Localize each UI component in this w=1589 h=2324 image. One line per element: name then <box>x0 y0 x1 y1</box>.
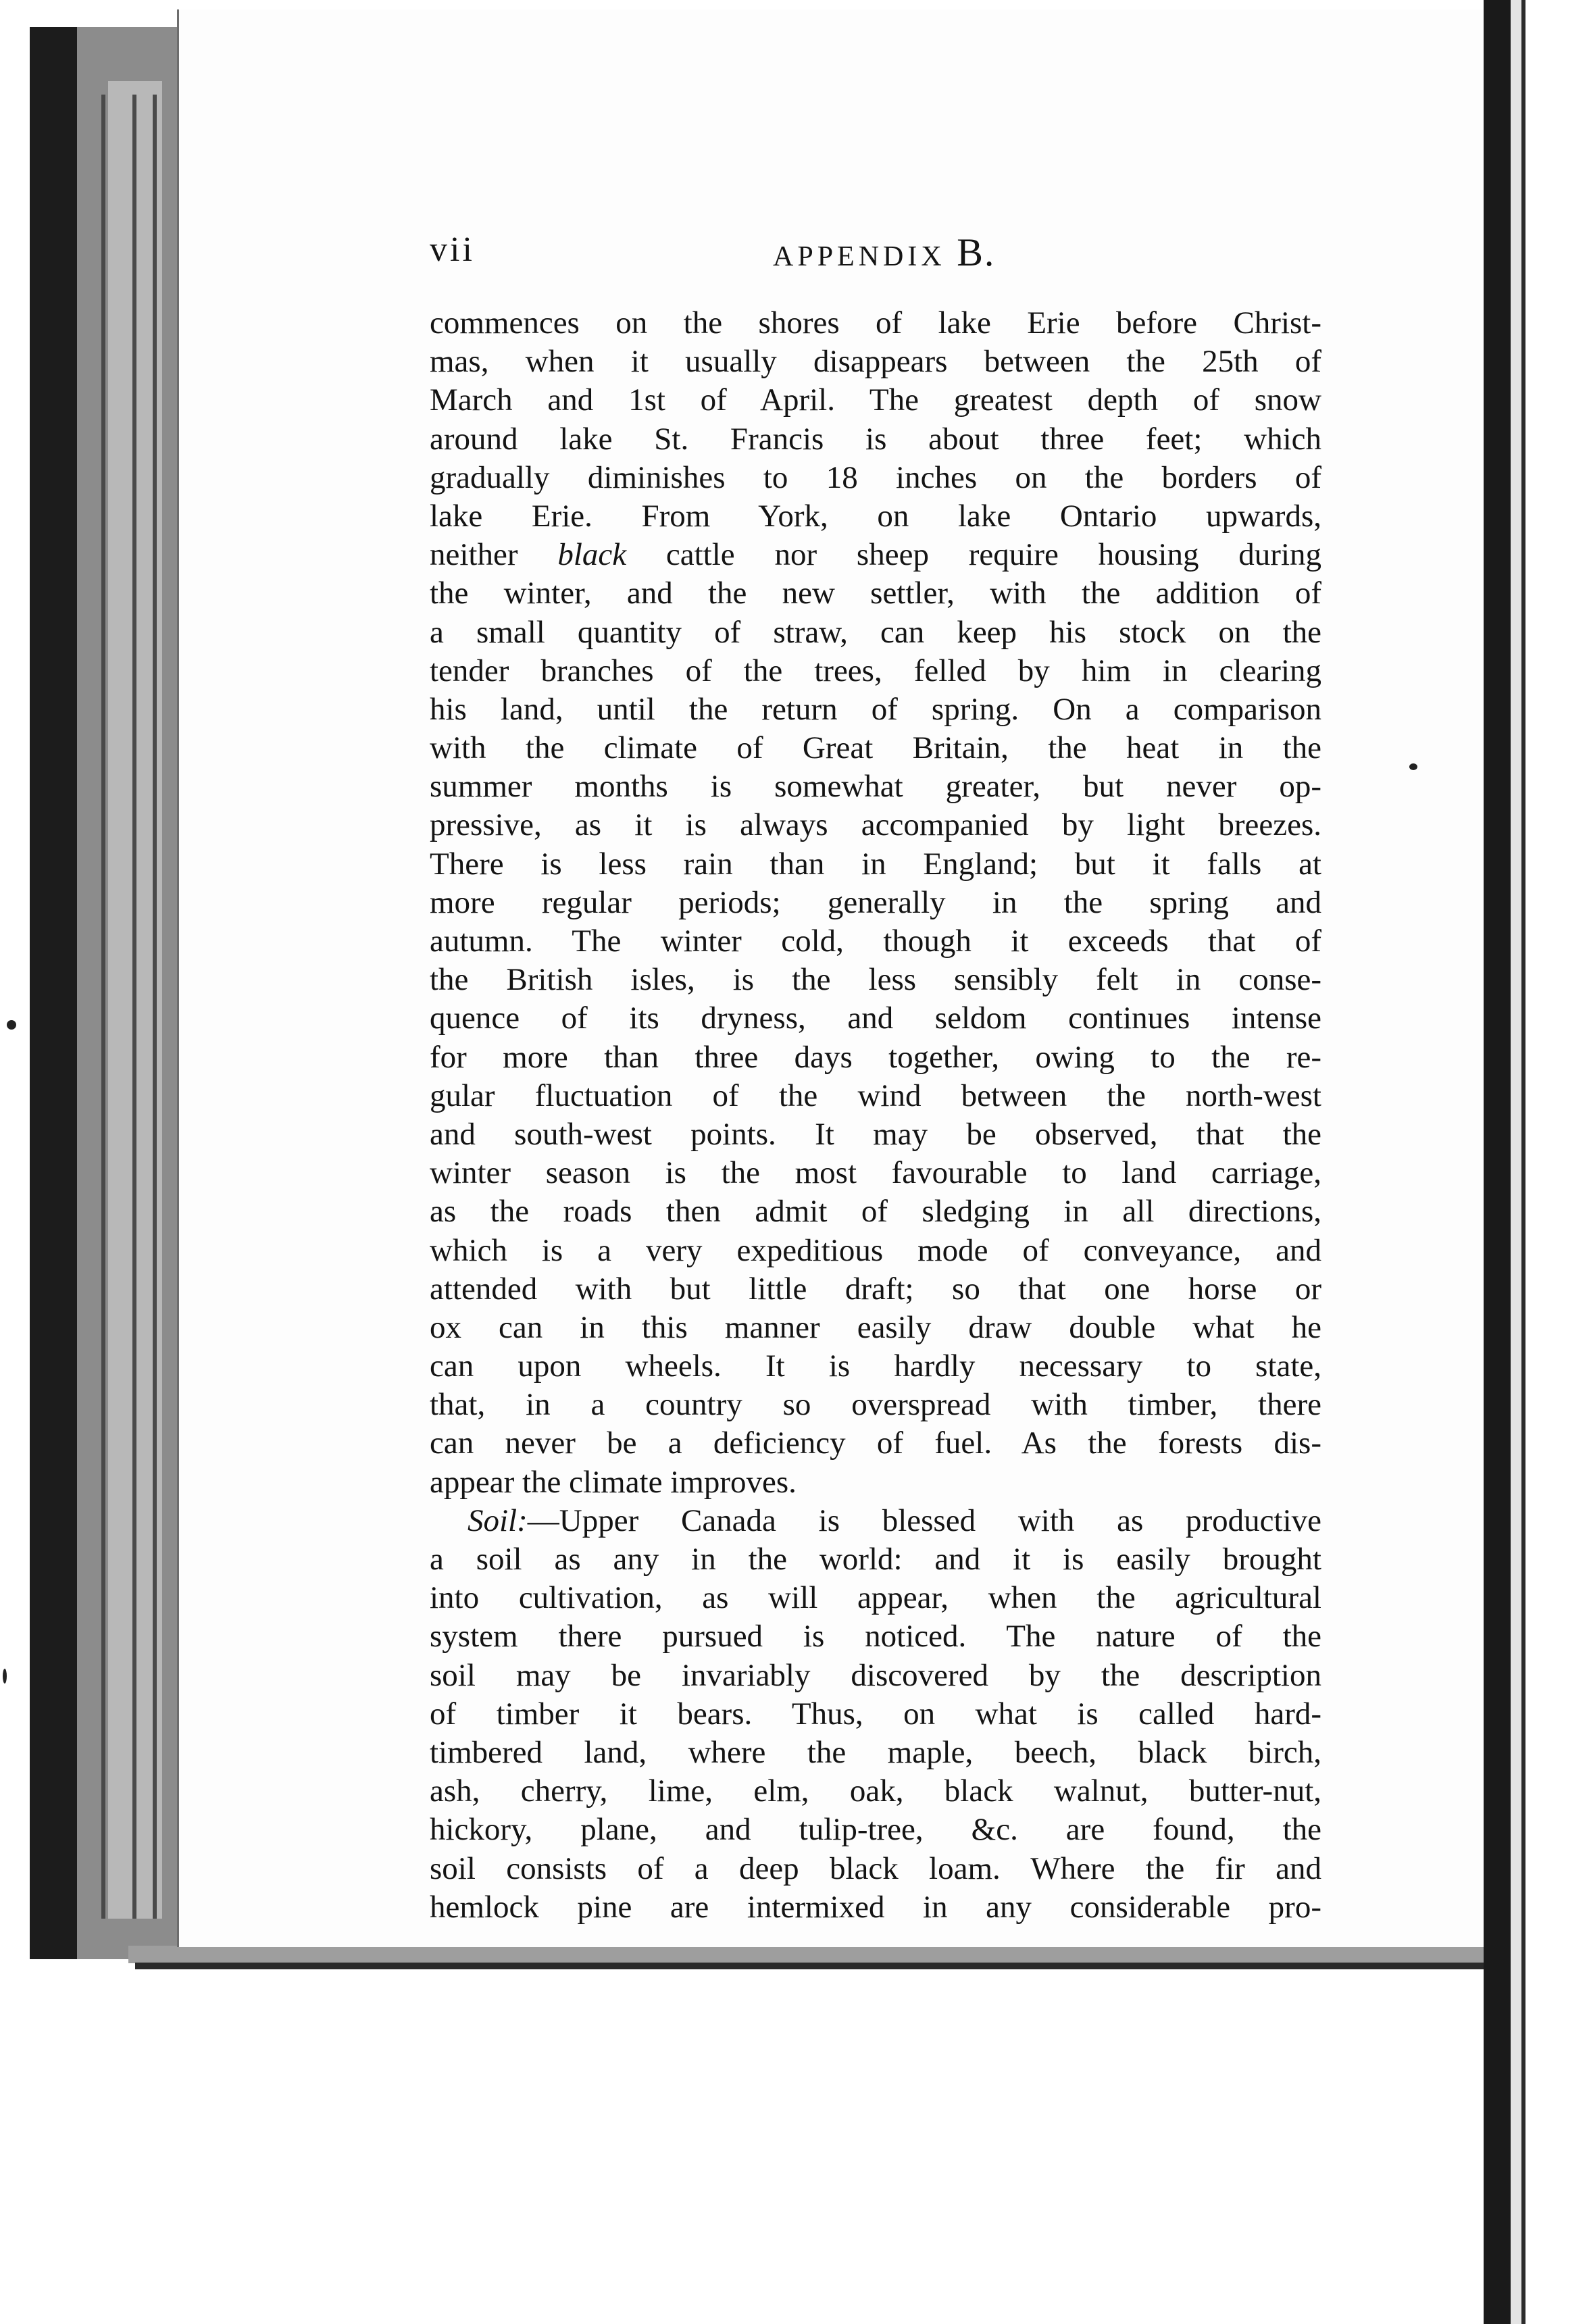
text-line: gular fluctuation of the wind between the north-west <box>430 1078 1321 1113</box>
adjacent-page-line <box>1521 0 1525 2324</box>
text-line: ox can in this manner easily draw double what he <box>430 1309 1321 1345</box>
italic-word: black <box>557 537 627 573</box>
text-line: and south-west points. It may be observed, that the <box>430 1116 1321 1152</box>
text-line: can upon wheels. It is hardly necessary to state, <box>430 1348 1321 1384</box>
text-line <box>430 1502 1321 1540</box>
text-line: ash, cherry, lime, elm, oak, black walnut, butter-nut, <box>430 1773 1321 1809</box>
text-line: winter season is the most favourable to land carriage, <box>430 1155 1321 1191</box>
text-line: There is less rain than in England; but it falls at <box>430 846 1321 882</box>
text-segment: neither <box>430 537 558 573</box>
text-line: the British isles, is the less sensibly felt in conse- <box>430 962 1321 998</box>
section-title-word: APPENDIX <box>773 241 946 272</box>
text-line: summer months is somewhat greater, but never op- <box>430 769 1321 805</box>
text-line: soil may be invariably discovered by the description <box>430 1657 1321 1693</box>
text-line: appear the climate improves. <box>430 1464 797 1500</box>
text-line: into cultivation, as will appear, when the agricultural <box>430 1580 1321 1616</box>
text-line: mas, when it usually disappears between the 25th of <box>430 344 1321 380</box>
text-line: which is a very expeditious mode of conveyance, and <box>430 1232 1321 1268</box>
page-bottom-shadow <box>128 1946 1507 1963</box>
section-title <box>773 230 995 275</box>
text-line: the winter, and the new settler, with the addition of <box>430 576 1321 611</box>
page-bottom-edge <box>135 1963 1500 1969</box>
text-line: commences on the shores of lake Erie before Christ- <box>430 305 1321 340</box>
text-line: for more than three days together, owing to the re- <box>430 1039 1321 1075</box>
text-line: a soil as any in the world: and it is easily brought <box>430 1542 1321 1577</box>
page-stack-line <box>132 95 136 1919</box>
text-line: more regular periods; generally in the spring and <box>430 884 1321 920</box>
text-line: autumn. The winter cold, though it exceeds that of <box>430 924 1321 959</box>
text-line: March and 1st of April. The greatest depth of snow <box>430 382 1321 418</box>
scan-speck <box>7 1020 16 1030</box>
page-number: vii <box>430 230 475 269</box>
scan-speck <box>1409 763 1417 770</box>
text-line: pressive, as it is always accompanied by light breezes. <box>430 807 1321 843</box>
section-title-letter: B. <box>957 230 996 274</box>
text-line: of timber it bears. Thus, on what is called hard- <box>430 1696 1321 1732</box>
text-line: lake Erie. From York, on lake Ontario upwards, <box>430 498 1321 534</box>
text-line: quence of its dryness, and seldom continues intense <box>430 1001 1321 1036</box>
page-stack-line <box>153 95 157 1919</box>
text-line: hickory, plane, and tulip-tree, &c. are found, the <box>430 1812 1321 1848</box>
body-text <box>430 304 1321 1927</box>
text-line: around lake St. Francis is about three feet; which <box>430 421 1321 457</box>
text-line: attended with but little draft; so that one horse or <box>430 1271 1321 1307</box>
text-line: tender branches of the trees, felled by him in clearing <box>430 653 1321 688</box>
text-line: gradually diminishes to 18 inches on the borders of <box>430 459 1321 495</box>
text-line: a small quantity of straw, can keep his stock on the <box>430 614 1321 650</box>
text-line: system there pursued is noticed. The nature of the <box>430 1619 1321 1654</box>
scan-speck <box>3 1669 7 1684</box>
text-line <box>430 536 1321 574</box>
text-segment: cattle nor sheep require housing during <box>626 537 1322 573</box>
text-line: hemlock pine are intermixed in any considerable pro- <box>430 1889 1321 1925</box>
italic-word: Soil: <box>468 1502 528 1538</box>
page-stack-line <box>101 95 105 1919</box>
text-segment: —Upper Canada is blessed with as productive <box>527 1502 1321 1538</box>
right-gutter <box>1484 0 1511 2324</box>
running-head <box>430 230 1308 277</box>
text-line: with the climate of Great Britain, the heat in the <box>430 730 1321 766</box>
text-line: timbered land, where the maple, beech, black birch, <box>430 1734 1321 1770</box>
adjacent-page-edge <box>1511 0 1521 2324</box>
text-line: soil consists of a deep black loam. Where the fir and <box>430 1850 1321 1886</box>
text-line: that, in a country so overspread with timber, there <box>430 1387 1321 1423</box>
text-line: can never be a deficiency of fuel. As the forests dis- <box>430 1425 1321 1461</box>
book-binding-edge <box>30 27 77 1959</box>
text-line: as the roads then admit of sledging in all directions, <box>430 1194 1321 1230</box>
text-line: his land, until the return of spring. On a comparison <box>430 691 1321 727</box>
